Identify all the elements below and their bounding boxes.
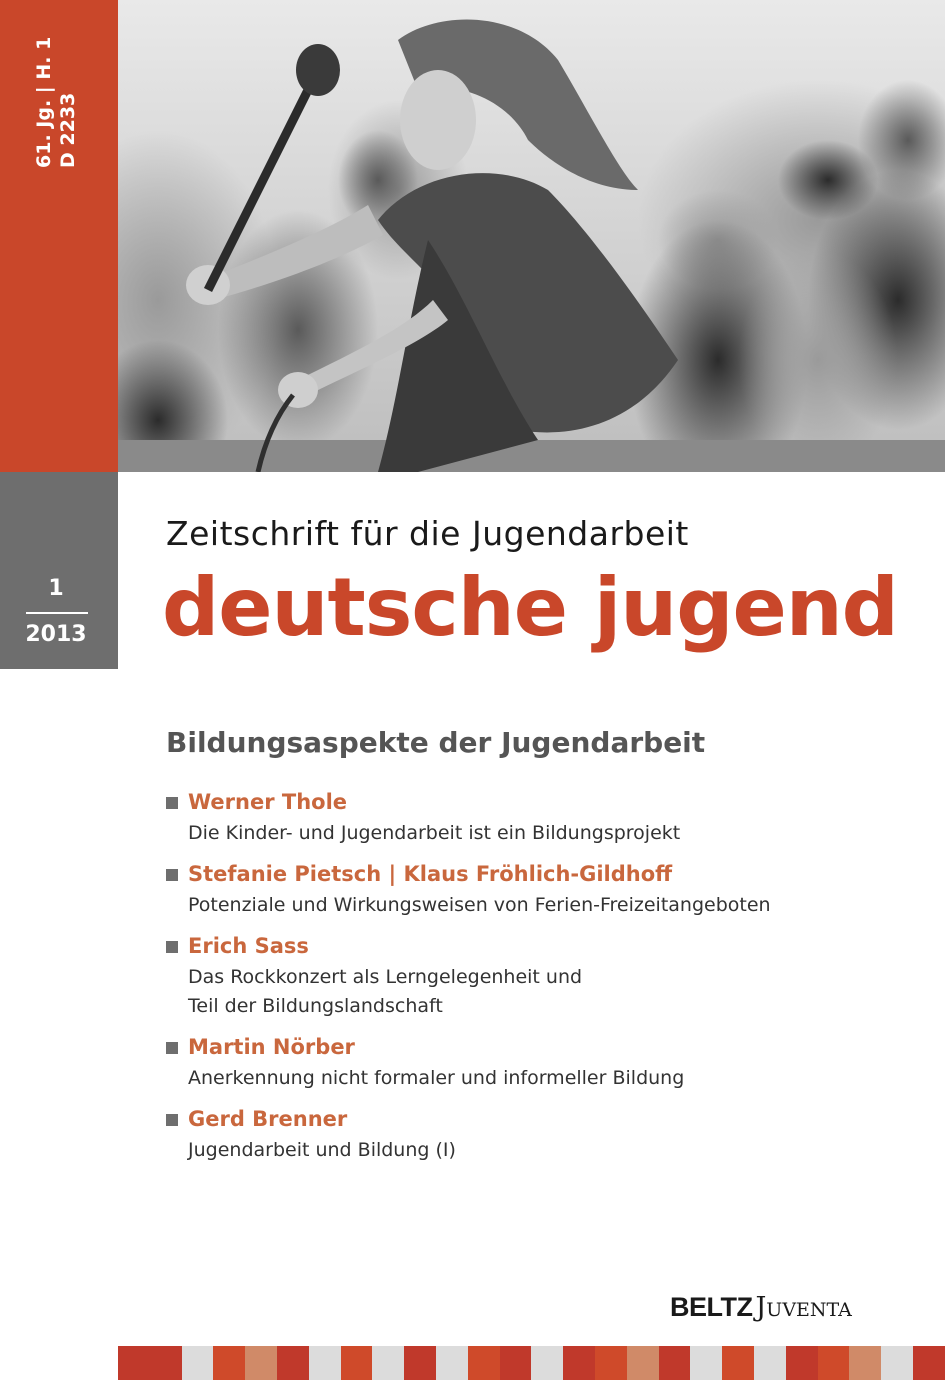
publisher-logo xyxy=(670,1292,852,1323)
article-title-line: Das Rockkonzert als Lerngelegenheit und xyxy=(188,966,583,988)
article-author: Martin Nörber xyxy=(188,1035,355,1059)
issue-divider xyxy=(26,612,88,614)
bullet-square-icon xyxy=(166,797,178,809)
article-title xyxy=(188,819,680,848)
stripe-segment xyxy=(722,1346,754,1380)
issue-theme: Bildungsaspekte der Jugendarbeit xyxy=(166,726,706,759)
article-author: Stefanie Pietsch | Klaus Fröhlich-Gildhoff xyxy=(188,862,673,886)
stripe-segment xyxy=(595,1346,627,1380)
publisher-name-beltz: BELTZ xyxy=(670,1292,753,1322)
article-title xyxy=(188,891,771,920)
stripe-segment xyxy=(563,1346,595,1380)
stripe-segment xyxy=(627,1346,659,1380)
article-title xyxy=(188,1136,456,1165)
cover-photo xyxy=(118,0,945,472)
dancer-photo-illustration xyxy=(118,0,945,472)
stripe-segment xyxy=(500,1346,532,1380)
stripe-segment xyxy=(468,1346,500,1380)
article-title-line: Die Kinder- und Jugendarbeit ist ein Bildungsprojekt xyxy=(188,822,681,844)
bullet-square-icon xyxy=(166,1114,178,1126)
stripe-segment xyxy=(341,1346,373,1380)
bullet-square-icon xyxy=(166,1042,178,1054)
stripe-segment xyxy=(150,1346,182,1380)
issue-year: 2013 xyxy=(25,622,87,647)
article-title-line: Teil der Bildungslandschaft xyxy=(188,995,443,1017)
stripe-segment xyxy=(786,1346,818,1380)
article-title-line: Potenziale und Wirkungsweisen von Ferien-Freizeitangeboten xyxy=(188,894,771,916)
article-title-line: Anerkennung nicht formaler und informeller Bildung xyxy=(188,1067,685,1089)
publisher-name-juventa: Juventa xyxy=(755,1292,852,1323)
article-author: Gerd Brenner xyxy=(188,1107,348,1131)
decorative-color-stripe xyxy=(118,1346,945,1380)
stripe-segment xyxy=(690,1346,722,1380)
issue-number: 1 xyxy=(48,576,64,601)
article-author: Erich Sass xyxy=(188,934,309,958)
stripe-segment xyxy=(404,1346,436,1380)
article-author: Werner Thole xyxy=(188,790,348,814)
stripe-segment xyxy=(881,1346,913,1380)
stripe-segment xyxy=(531,1346,563,1380)
article-title xyxy=(188,963,582,1021)
stripe-segment xyxy=(372,1346,404,1380)
stripe-segment xyxy=(213,1346,245,1380)
stripe-segment xyxy=(849,1346,881,1380)
stripe-segment xyxy=(118,1346,150,1380)
stripe-segment xyxy=(818,1346,850,1380)
stripe-segment xyxy=(245,1346,277,1380)
journal-title: deutsche jugend xyxy=(162,561,898,654)
bullet-square-icon xyxy=(166,869,178,881)
article-title-line: Jugendarbeit und Bildung (I) xyxy=(188,1139,456,1161)
stripe-segment xyxy=(754,1346,786,1380)
stripe-segment xyxy=(913,1346,945,1380)
volume-line: 61. Jg. | H. 1 xyxy=(33,36,55,168)
journal-subtitle: Zeitschrift für die Jugendarbeit xyxy=(166,514,689,553)
article-title xyxy=(188,1064,684,1093)
stripe-segment xyxy=(309,1346,341,1380)
code-line: D 2233 xyxy=(57,92,79,168)
stripe-segment xyxy=(182,1346,214,1380)
stripe-segment xyxy=(436,1346,468,1380)
issue-info-vertical xyxy=(0,0,118,472)
stripe-segment xyxy=(277,1346,309,1380)
stripe-segment xyxy=(659,1346,691,1380)
bullet-square-icon xyxy=(166,941,178,953)
